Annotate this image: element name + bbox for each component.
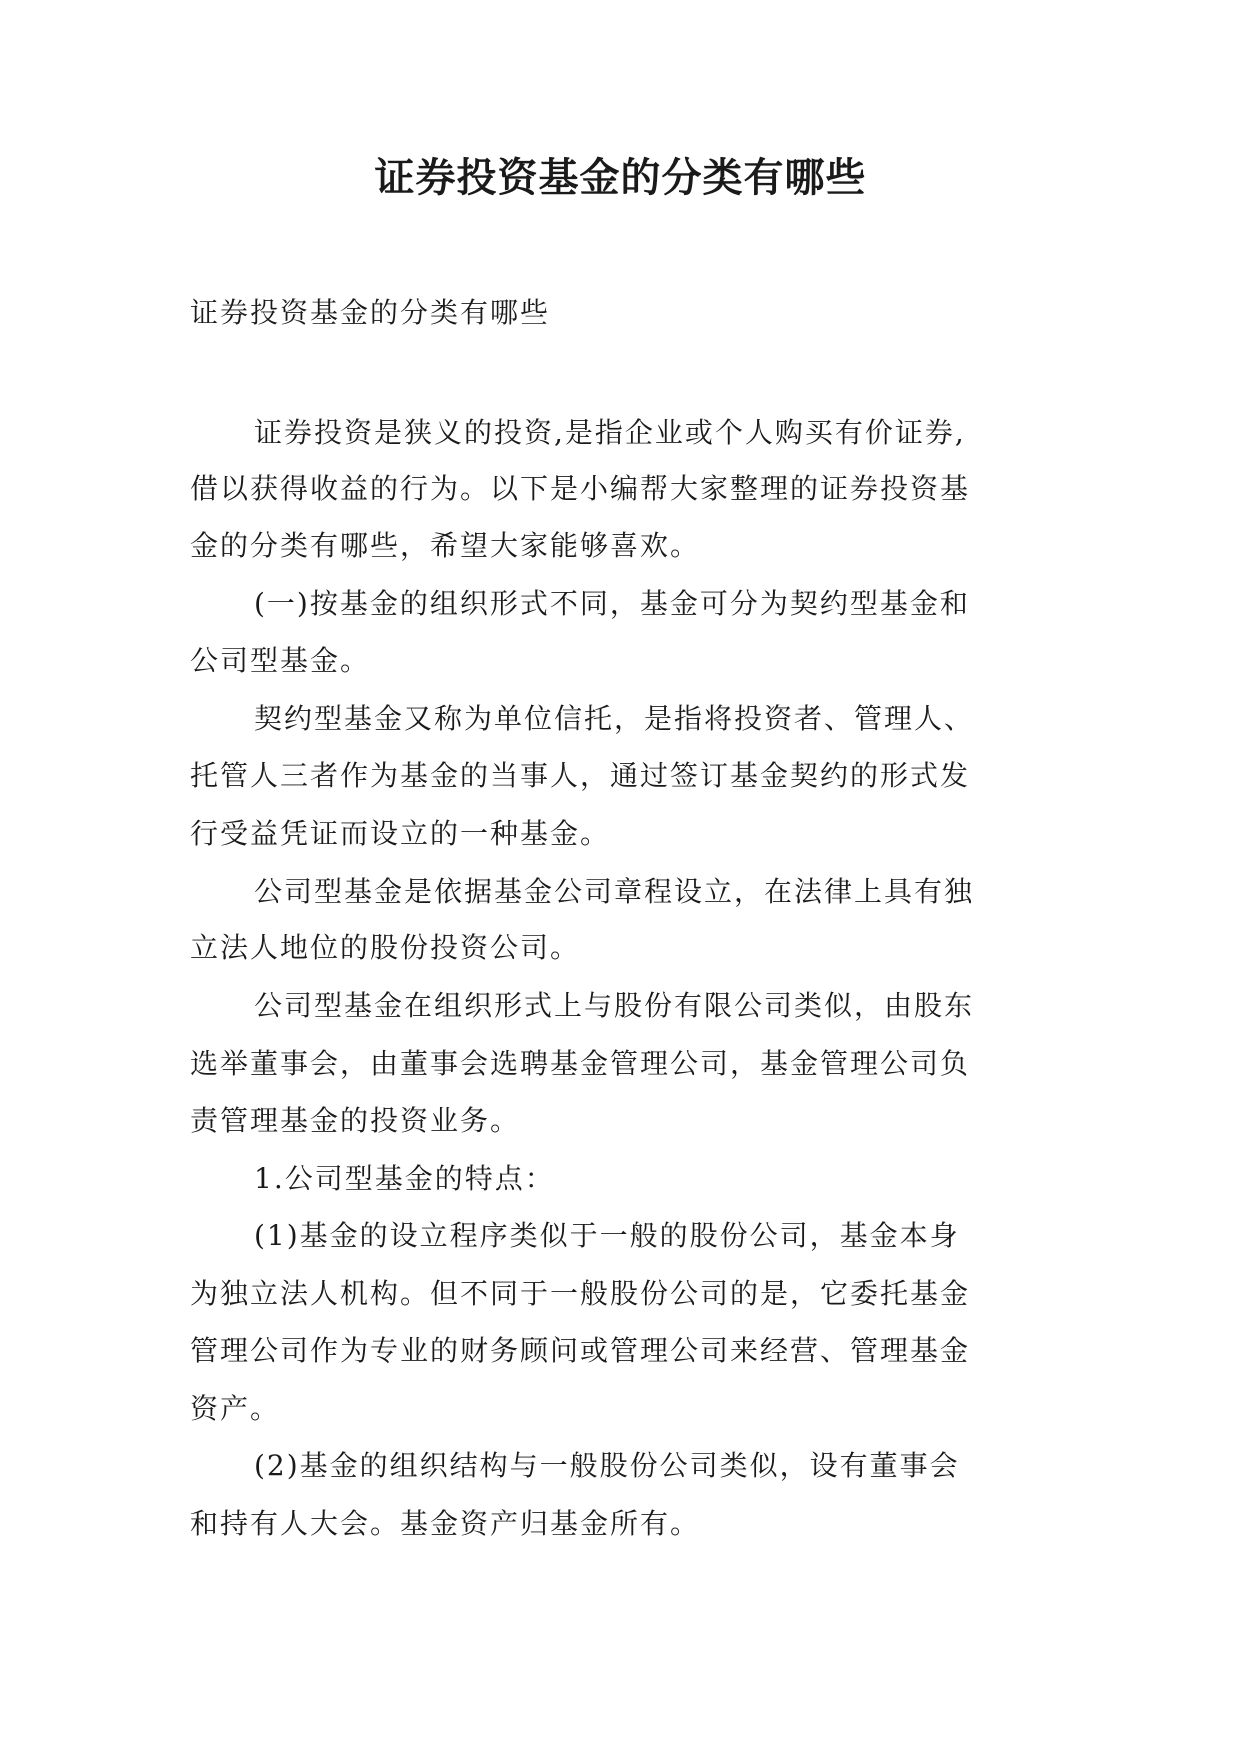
body-line: 托管人三者作为基金的当事人，通过签订基金契约的形式发 [190,759,971,792]
body-line: 为独立法人机构。但不同于一般股份公司的是，它委托基金 [190,1277,971,1310]
body-line: 资产。 [190,1392,281,1425]
document-subtitle: 证券投资基金的分类有哪些 [190,296,551,329]
body-line: 借以获得收益的行为。以下是小编帮大家整理的证券投资基 [190,472,971,505]
body-line: (1)基金的设立程序类似于一般的股份公司，基金本身 [254,1219,960,1252]
body-line: 公司型基金是依据基金公司章程设立，在法律上具有独 [254,875,975,908]
body-line: 选举董事会，由董事会选聘基金管理公司，基金管理公司负 [190,1047,971,1080]
body-line: 立法人地位的股份投资公司。 [190,931,581,964]
body-line: (一)按基金的组织形式不同，基金可分为契约型基金和 [254,587,970,620]
body-line: 金的分类有哪些，希望大家能够喜欢。 [190,529,701,562]
body-line: 和持有人大会。基金资产归基金所有。 [190,1507,701,1540]
body-line: 契约型基金又称为单位信托，是指将投资者、管理人、 [254,702,975,735]
body-line: 责管理基金的投资业务。 [190,1104,521,1137]
body-line: 证券投资是狭义的投资,是指企业或个人购买有价证券, [254,416,966,449]
body-line: 行受益凭证而设立的一种基金。 [190,817,611,850]
body-line: (2)基金的组织结构与一般股份公司类似，设有董事会 [254,1449,960,1482]
body-line: 公司型基金在组织形式上与股份有限公司类似，由股东 [254,989,975,1022]
body-line: 管理公司作为专业的财务顾问或管理公司来经营、管理基金 [190,1334,971,1367]
document-title: 证券投资基金的分类有哪些 [374,155,867,201]
body-line: 公司型基金。 [190,644,371,677]
body-line: 1.公司型基金的特点： [254,1162,555,1195]
